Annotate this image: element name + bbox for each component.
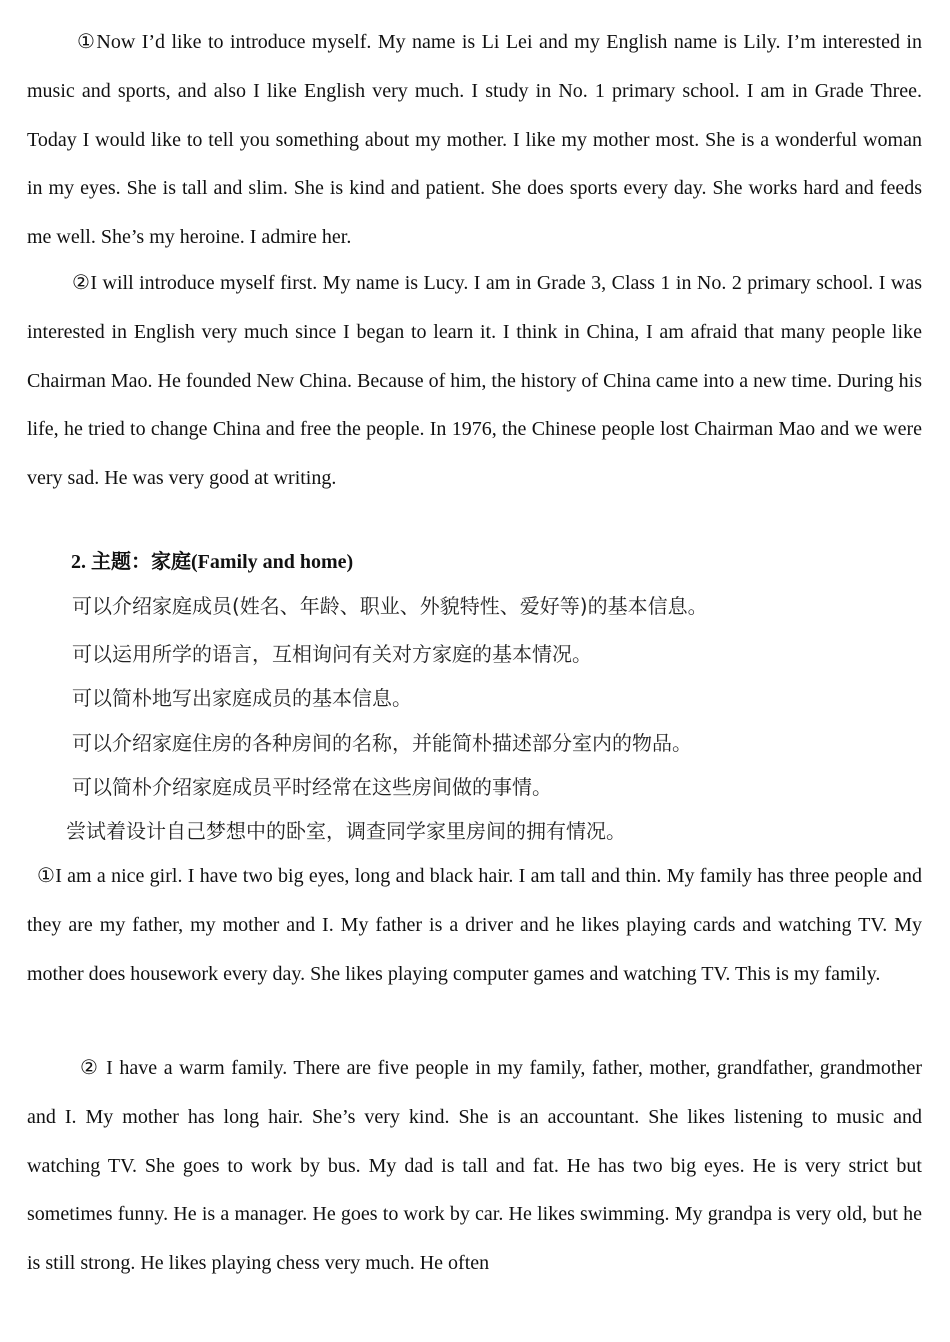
goal-item: 可以介绍家庭住房的各种房间的名称，并能简朴描述部分室内的物品。: [72, 731, 692, 755]
section-heading-family: 2. 主题：家庭(Family and home): [71, 551, 354, 573]
family-essay-paragraph-1: ①I am a nice girl. I have two big eyes, long and black hair. I am tall and thin. My family has three people and they are my father, my mother and I. My father is a driver and he likes playing cards and watching TV. My mother does housework every day. She likes playing computer games and watching TV. This is my family.: [27, 865, 922, 985]
goal-item: 可以简朴地写出家庭成员的基本信息。: [72, 686, 412, 710]
goal-item: 尝试着设计自己梦想中的卧室，调查同学家里房间的拥有情况。: [66, 819, 626, 843]
family-essay-paragraph-2: ② I have a warm family. There are five people in my family, father, mother, grandfather, grandmother and I. My mother has long hair. She’s very kind. She is an accountant. She likes listening to music and watching TV. She goes to work by bus. My dad is tall and fat. He has two big eyes. He is very strict but sometimes funny. He is a manager. He goes to work by car. He likes swimming. My grandpa is very old, but he is still strong. He likes playing chess very much. He often: [27, 1057, 922, 1275]
essay-paragraph-2: ②I will introduce myself first. My name is Lucy. I am in Grade 3, Class 1 in No. 2 primary school. I was interested in English very much since I began to learn it. I think in China, I am afraid that many people like Chairman Mao. He founded New China. Because of him, the history of China came into a new time. During his life, he tried to change China and free the people. In 1976, the Chinese people lost Chairman Mao and we were very sad. He was very good at writing.: [27, 272, 922, 490]
goal-item: 可以运用所学的语言，互相询问有关对方家庭的基本情况。: [72, 642, 592, 666]
goal-item: 可以介绍家庭成员(姓名、年龄、职业、外貌特性、爱好等)的基本信息。: [72, 594, 708, 618]
essay-paragraph-1: ①Now I’d like to introduce myself. My name is Li Lei and my English name is Lily. I’m interested in music and sports, and also I like English very much. I study in No. 1 primary school. I am in Grade Three. Today I would like to tell you something about my mother. I like my mother most. She is a wonderful woman in my eyes. She is tall and slim. She is kind and patient. She does sports every day. She works hard and feeds me well. She’s my heroine. I admire her.: [27, 31, 922, 249]
goal-item: 可以简朴介绍家庭成员平时经常在这些房间做的事情。: [72, 775, 552, 799]
